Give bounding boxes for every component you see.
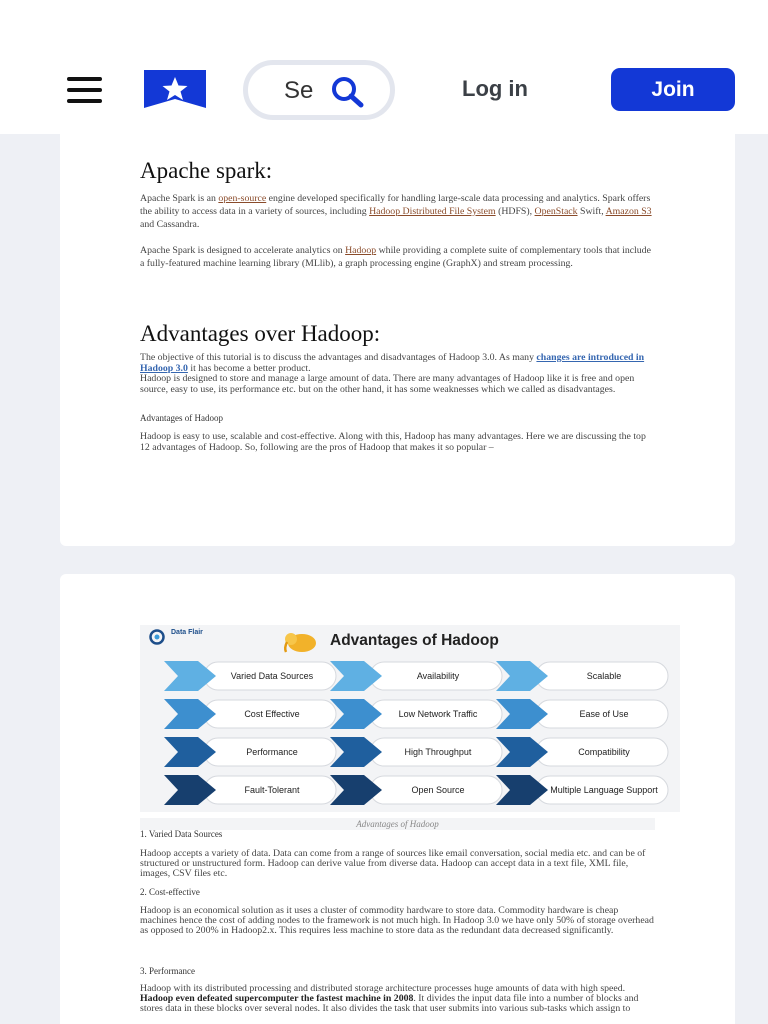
- infographic-item: [330, 735, 506, 769]
- brand-label: Data Flair: [171, 629, 203, 636]
- infographic-item-label: Scalable: [586, 671, 622, 681]
- link-hadoop[interactable]: Hadoop: [345, 245, 377, 256]
- infographic-row: [140, 697, 680, 731]
- join-button[interactable]: Join: [611, 68, 735, 111]
- link-amazon-s3[interactable]: Amazon S3: [605, 206, 652, 217]
- infographic-item-label: Ease of Use: [579, 709, 629, 719]
- paragraph: The objective of this tutorial is to discuss the advantages and disadvantages of Hadoop 3.0. As many changes are introduced in Hadoop 3.0 it has become a better product.: [140, 352, 645, 374]
- paragraph: Hadoop accepts a variety of data. Data can come from a range of sources like email conversation, social media etc. and can be of structured or unstructured form. Hadoop can derive value from diverse data. Hadoop can accept data in a text file, XML file, images, CSV files etc.: [140, 848, 646, 879]
- subheading: 3. Performance: [140, 966, 195, 976]
- infographic-item-label: Varied Data Sources: [230, 671, 314, 681]
- subheading: 1. Varied Data Sources: [140, 829, 223, 839]
- section-title: Apache spark:: [140, 158, 273, 183]
- advantages-infographic: [140, 625, 680, 812]
- search-box[interactable]: [243, 60, 395, 120]
- paragraph: Hadoop is designed to store and manage a large amount of data. There are many advantages of Hadoop like it is free and open source, easy to use, its performance etc. but on the other hand, it has some weaknesses which we called as disadvantages.: [140, 373, 635, 395]
- infographic-item-label: High Throughput: [404, 747, 472, 757]
- paragraph: Apache Spark is an open-source engine developed specifically for handling large-scale data processing and analytics. Spark offers the ability to access data in a variety of sources, including Hadoop Distributed File System (HDFS), OpenStack Swift, Amazon S3 and Cassandra.: [140, 193, 652, 230]
- infographic-item: [330, 659, 506, 693]
- image-caption: Advantages of Hadoop: [140, 818, 655, 830]
- login-link[interactable]: Log in: [462, 76, 528, 101]
- link-openstack[interactable]: OpenStack: [534, 206, 578, 217]
- infographic-title: Advantages of Hadoop: [330, 632, 499, 649]
- infographic-item: [164, 697, 340, 731]
- infographic-item: [164, 773, 340, 807]
- infographic-row: [140, 659, 680, 693]
- elephant-icon: [282, 630, 322, 654]
- paragraph: Hadoop is an economical solution as it uses a cluster of commodity hardware to store data. Commodity hardware is cheap machines hence the cost of adding nodes to the framework is not much high. In Hadoop 3.0 we have only 50% of storage overhead as opposed to 200% in Hadoop2.x. This requires less machine to store data as the redundant data decreased significantly.: [140, 905, 654, 936]
- hamburger-menu-icon[interactable]: [67, 77, 102, 103]
- infographic-item: [164, 735, 340, 769]
- infographic-item-label: Low Network Traffic: [398, 709, 478, 719]
- paragraph: Hadoop is easy to use, scalable and cost-effective. Along with this, Hadoop has many advantages. Here we are discussing the top 12 advantages of Hadoop. So, following are the pros of Hadoop that makes it so popular –: [140, 431, 646, 453]
- infographic-item-label: Availability: [416, 671, 460, 681]
- link-hadoop-3-changes[interactable]: changes are introduced in Hadoop 3.0: [140, 352, 645, 374]
- paragraph: Apache Spark is designed to accelerate analytics on Hadoop while providing a complete suite of complementary tools that include a fully-featured machine learning library (MLlib), a graph processing engine (GraphX) and stream processing.: [140, 245, 651, 269]
- infographic-item-label: Performance: [246, 747, 298, 757]
- search-icon[interactable]: [328, 75, 368, 109]
- subheading: 2. Cost-effective: [140, 887, 200, 897]
- infographic-item-label: Compatibility: [578, 747, 630, 757]
- infographic-row: [140, 773, 680, 807]
- infographic-item: [496, 773, 672, 807]
- infographic-item-label: Fault-Tolerant: [244, 785, 300, 795]
- link-open-source[interactable]: open-source: [218, 193, 267, 204]
- data-flair-logo-icon: [148, 629, 168, 645]
- infographic-item: [496, 659, 672, 693]
- infographic-item: [330, 697, 506, 731]
- infographic-item-label: Open Source: [411, 785, 465, 795]
- bookmark-star-logo-icon[interactable]: [142, 68, 208, 110]
- link-hdfs[interactable]: Hadoop Distributed File System: [369, 206, 496, 217]
- paragraph: Hadoop with its distributed processing and distributed storage architecture processes huge amounts of data with high speed. Hadoop even defeated supercomputer the fastest machine in 2008. It divides the input data file into a number of blocks and stores data in these blocks over several nodes. It also divides the task that user submits into various sub-tasks which assign to: [140, 984, 639, 1014]
- subheading: Advantages of Hadoop: [140, 413, 223, 423]
- infographic-row: [140, 735, 680, 769]
- infographic-item: [330, 773, 506, 807]
- search-input[interactable]: Se: [284, 77, 314, 104]
- infographic-item: [164, 659, 340, 693]
- infographic-item-label: Multiple Language Support: [550, 785, 658, 795]
- infographic-item: [496, 735, 672, 769]
- section-title: Advantages over Hadoop:: [140, 321, 381, 346]
- infographic-item: [496, 697, 672, 731]
- bold-text: Hadoop even defeated supercomputer the fastest machine in 2008: [140, 993, 414, 1004]
- infographic-item-label: Cost Effective: [244, 709, 300, 719]
